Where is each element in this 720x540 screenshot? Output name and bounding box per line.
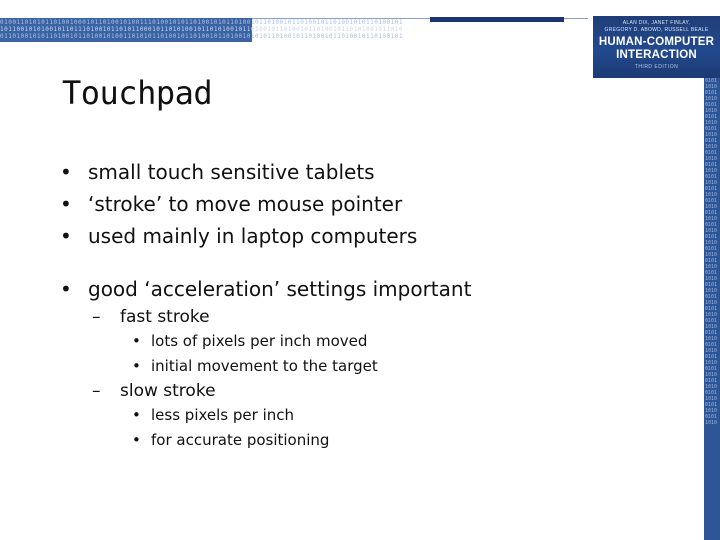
book-title-line: HUMAN-COMPUTER [598, 36, 715, 48]
book-edition: THIRD EDITION [634, 64, 679, 70]
sub-bullet-label: – fast stroke [92, 305, 210, 329]
book-title-line: INTERACTION [616, 49, 697, 61]
slide-title: Touchpad [62, 74, 213, 112]
right-decorative-stripe [704, 78, 720, 540]
bullet-list-acceleration [58, 273, 471, 305]
bullet-item: • used mainly in laptop computers [58, 220, 417, 252]
book-authors-line: ALAN DIX, JANET FINLAY, [622, 20, 691, 26]
sub-sub-bullet-item: • initial movement to the target [132, 354, 378, 379]
binary-header-band [0, 18, 404, 42]
sub-sub-bullet-item: • less pixels per inch [132, 403, 329, 428]
binary-row: 10110010101001011011101001011010110001011010100101101010010110100101101001011010010110101001011010 [0, 26, 404, 33]
sub-bullet-slow-stroke [92, 379, 216, 403]
bullet-item: • good ‘acceleration’ settings important [58, 273, 471, 305]
book-authors [593, 20, 720, 34]
header-dark-strip [430, 17, 564, 22]
bullet-item: • small touch sensitive tablets [58, 156, 417, 188]
book-cover-image [593, 16, 720, 78]
sub-sub-list-fast [132, 329, 378, 378]
bullet-item: • ‘stroke’ to move mouse pointer [58, 188, 417, 220]
binary-row: 01001101010110100100010110100101001110100101011010010101101001011010010110100101101001010110100101 [0, 19, 404, 26]
sub-bullet-label: – slow stroke [92, 379, 216, 403]
book-title [593, 36, 720, 62]
binary-row: 01101001010110100101101001010011010101101001011010010110100101010110100101101001011010010110100101 [0, 33, 404, 40]
bullet-list-primary [58, 156, 417, 252]
sub-sub-list-slow [132, 403, 329, 452]
book-authors-line: GREGORY D. ABOWD, RUSSELL BEALE [604, 27, 709, 33]
sub-bullet-fast-stroke [92, 305, 210, 329]
stripe-binary-text: 0101101001011010010110100101101001011010010110100101101001011010010110100101101001011010010110100101101001011010010110100101101001011010010110100101101001011010010110100101101001011010010110100101101001011010010110100101101001011010 [705, 78, 718, 426]
sub-sub-bullet-item: • for accurate positioning [132, 428, 329, 453]
sub-sub-bullet-item: • lots of pixels per inch moved [132, 329, 378, 354]
